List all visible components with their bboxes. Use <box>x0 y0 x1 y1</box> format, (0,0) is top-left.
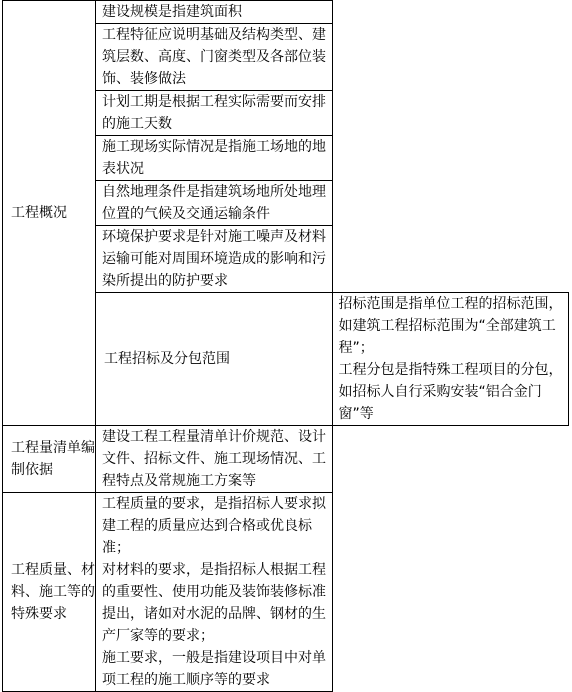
description-text: 工程特征应说明基础及结构类型、建筑层数、高度、门窗类型及各部位装饰、装修做法 <box>102 27 326 87</box>
description-cell <box>96 1 333 24</box>
description-paragraph: 招标范围是指单位工程的招标范围，如建筑工程招标范围为“全部建筑工程”； <box>338 296 563 356</box>
category-label: 工程招标及分包范围 <box>104 351 230 367</box>
description-cell <box>96 136 333 181</box>
description-cell <box>96 181 333 226</box>
description-text: 自然地理条件是指建筑场地所处地理位置的气候及交通运输条件 <box>102 184 326 222</box>
category-cell <box>3 1 96 426</box>
table-row <box>3 426 569 493</box>
description-cell <box>332 293 569 426</box>
description-text: 环境保护要求是针对施工噪声及材料运输可能对周围环境造成的影响和污染所提出的防护要求 <box>102 229 326 289</box>
description-cell <box>96 91 333 136</box>
description-cell <box>96 226 333 293</box>
description-text: 施工现场实际情况是指施工场地的地表状况 <box>102 139 326 177</box>
description-cell <box>96 426 333 493</box>
category-cell <box>3 426 96 493</box>
description-cell <box>96 493 333 692</box>
table-row <box>3 1 569 24</box>
description-text: 计划工期是根据工程实际需要而安排的施工天数 <box>102 94 326 132</box>
description-paragraph: 建设工程工程量清单计价规范、设计文件、招标文件、施工现场情况、工程特点及常规施工方案等 <box>102 429 326 489</box>
description-paragraph: 施工要求，一般是指建设项目中对单项工程的施工顺序等的要求 <box>102 650 326 688</box>
category-label: 工程概况 <box>11 205 67 221</box>
table-row <box>3 493 569 692</box>
description-cell <box>96 24 333 91</box>
category-label: 工程量清单编制依据 <box>11 440 95 478</box>
document-table <box>2 0 569 692</box>
description-text: 建设规模是指建筑面积 <box>102 4 242 20</box>
description-paragraph: 对材料的要求，是指招标人根据工程的重要性、使用功能及装饰装修标准提出，诸如对水泥的品牌、钢材的生产厂家等的要求； <box>102 562 326 644</box>
category-cell <box>96 293 333 426</box>
category-label: 工程质量、材料、施工等的特殊要求 <box>11 562 95 622</box>
category-cell <box>3 493 96 692</box>
description-paragraph: 工程质量的要求，是指招标人要求拟建工程的质量应达到合格或优良标准； <box>102 496 326 556</box>
description-paragraph: 工程分包是指特殊工程项目的分包，如招标人自行采购安装“铝合金门窗”等 <box>338 362 563 422</box>
